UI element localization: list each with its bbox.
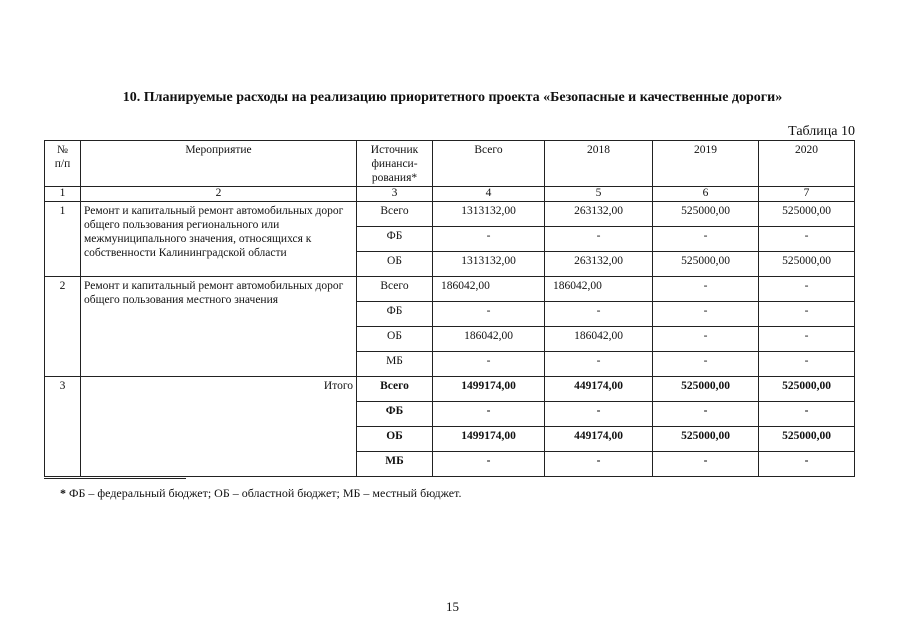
value-total: -	[433, 402, 545, 427]
funding-source: ОБ	[357, 427, 433, 452]
value-2018: 449174,00	[545, 377, 653, 402]
header-event: Мероприятие	[81, 141, 357, 187]
funding-source: ОБ	[357, 327, 433, 352]
value-2019: -	[653, 302, 759, 327]
table-row	[45, 202, 855, 227]
value-2020: -	[759, 327, 855, 352]
value-2019: -	[653, 452, 759, 477]
header-num: № п/п	[45, 141, 81, 187]
page-title: 10. Планируемые расходы на реализацию приоритетного проекта «Безопасные и качественные дороги»	[122, 90, 783, 105]
value-2019: 525000,00	[653, 377, 759, 402]
value-2018: -	[545, 302, 653, 327]
header-2019: 2019	[653, 141, 759, 187]
page-number: 15	[446, 599, 459, 614]
value-total: 1313132,00	[433, 252, 545, 277]
footnote-divider	[44, 478, 186, 479]
value-2019: -	[653, 402, 759, 427]
value-2018: -	[545, 402, 653, 427]
value-2018: -	[545, 352, 653, 377]
footnote-text: ФБ – федеральный бюджет; ОБ – областной бюджет; МБ – местный бюджет.	[69, 486, 462, 500]
row-number: 2	[45, 277, 81, 377]
column-number: 4	[433, 187, 545, 202]
value-2018: -	[545, 227, 653, 252]
expenses-table	[44, 140, 855, 477]
funding-source: ОБ	[357, 252, 433, 277]
row-number: 3	[45, 377, 81, 477]
value-2020: -	[759, 302, 855, 327]
footnote	[60, 486, 461, 501]
value-2018: 449174,00	[545, 427, 653, 452]
column-number: 6	[653, 187, 759, 202]
value-2020: -	[759, 227, 855, 252]
column-number: 7	[759, 187, 855, 202]
value-2019: -	[653, 277, 759, 302]
value-2018: 263132,00	[545, 202, 653, 227]
value-2018: 186042,00	[545, 327, 653, 352]
value-total: 186042,00	[433, 327, 545, 352]
value-2020: -	[759, 452, 855, 477]
value-2018: 186042,00	[545, 277, 653, 302]
value-2019: -	[653, 352, 759, 377]
column-number: 3	[357, 187, 433, 202]
funding-source: ФБ	[357, 227, 433, 252]
value-total: -	[433, 227, 545, 252]
funding-source: МБ	[357, 452, 433, 477]
funding-source: ФБ	[357, 302, 433, 327]
column-number: 5	[545, 187, 653, 202]
value-2020: 525000,00	[759, 202, 855, 227]
funding-source: МБ	[357, 352, 433, 377]
table-row	[45, 277, 855, 302]
value-total: 1313132,00	[433, 202, 545, 227]
funding-source: Всего	[357, 277, 433, 302]
value-2020: -	[759, 352, 855, 377]
value-total: -	[433, 452, 545, 477]
header-total: Всего	[433, 141, 545, 187]
funding-source: Всего	[357, 202, 433, 227]
table-row	[45, 377, 855, 402]
value-2019: -	[653, 227, 759, 252]
funding-source: ФБ	[357, 402, 433, 427]
value-total: -	[433, 352, 545, 377]
value-total: 1499174,00	[433, 427, 545, 452]
table-label: Таблица 10	[788, 124, 855, 139]
footnote-mark: *	[60, 486, 66, 500]
value-total: 1499174,00	[433, 377, 545, 402]
header-2020: 2020	[759, 141, 855, 187]
row-number: 1	[45, 202, 81, 277]
event-name: Ремонт и капитальный ремонт автомобильных дорог общего пользования регионального или межмуниципального значения, относящихся к собственности Калининградской области	[81, 202, 357, 277]
header-2018: 2018	[545, 141, 653, 187]
value-2020: 525000,00	[759, 427, 855, 452]
value-2018: -	[545, 452, 653, 477]
funding-source: Всего	[357, 377, 433, 402]
value-2020: 525000,00	[759, 252, 855, 277]
header-source: Источник финанси- рования*	[357, 141, 433, 187]
value-2019: 525000,00	[653, 202, 759, 227]
total-label: Итого	[81, 377, 357, 477]
value-total: 186042,00	[433, 277, 545, 302]
value-2020: 525000,00	[759, 377, 855, 402]
value-2019: 525000,00	[653, 252, 759, 277]
value-2018: 263132,00	[545, 252, 653, 277]
value-2020: -	[759, 402, 855, 427]
value-2019: 525000,00	[653, 427, 759, 452]
value-total: -	[433, 302, 545, 327]
value-2019: -	[653, 327, 759, 352]
column-numbers-row	[45, 187, 855, 202]
column-number: 2	[81, 187, 357, 202]
event-name: Ремонт и капитальный ремонт автомобильных дорог общего пользования местного значения	[81, 277, 357, 377]
header-row	[45, 141, 855, 187]
column-number: 1	[45, 187, 81, 202]
value-2020: -	[759, 277, 855, 302]
